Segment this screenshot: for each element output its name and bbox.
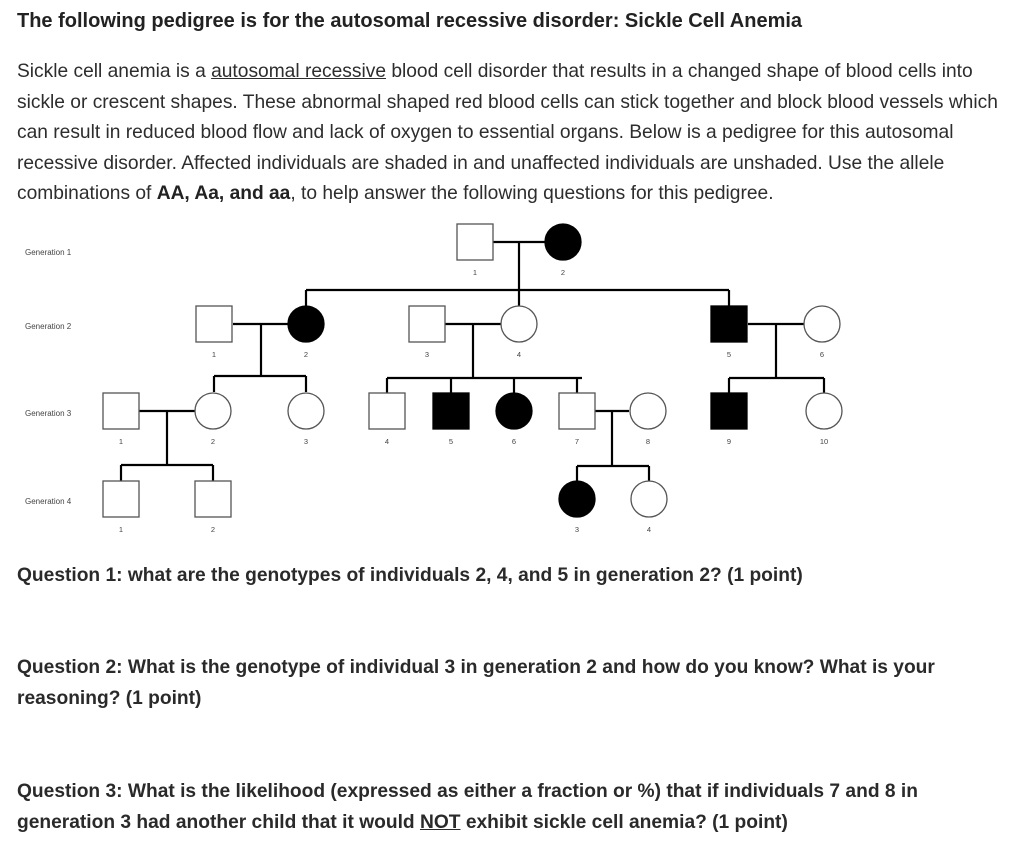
gen3-individual-1-square	[103, 393, 139, 429]
question-3-not: NOT	[419, 812, 461, 833]
question-3-text-2: exhibit sickle cell anemia? (1 point)	[460, 812, 788, 833]
gen2-individual-5-square	[711, 306, 747, 342]
gen3-individual-9-number: 9	[726, 437, 732, 446]
gen3-individual-5-number: 5	[448, 437, 454, 446]
gen3-individual-6-number: 6	[511, 437, 517, 446]
generation-2-label: Generation 2	[25, 322, 72, 331]
gen4-individual-1-number: 1	[118, 525, 124, 534]
gen2-individual-2-number: 2	[303, 350, 309, 359]
gen2-individual-6-number: 6	[819, 350, 825, 359]
question-1: Question 1: what are the genotypes of individuals 2, 4, and 5 in generation 2? (1 point)	[17, 565, 803, 586]
pedigree-lines	[118, 242, 824, 481]
generation-3-label: Generation 3	[25, 409, 72, 418]
gen2-individual-3-square	[409, 306, 445, 342]
question-3-text-1: Question 3: What is the likelihood (expressed as either a fraction or %) that if individuals 7 and 8 in generation 3 had another child that it would	[17, 781, 918, 833]
gen4-individual-1-square	[103, 481, 139, 517]
intro-text-1: Sickle cell anemia is a	[17, 61, 212, 82]
generation-1-label: Generation 1	[25, 248, 72, 257]
gen3-individual-7-number: 7	[574, 437, 580, 446]
gen2-individual-2-circle	[288, 306, 324, 342]
gen4-individual-4-number: 4	[646, 525, 652, 534]
gen3-individual-2-number: 2	[210, 437, 216, 446]
gen4-individual-3-circle	[559, 481, 595, 517]
gen3-individual-6-circle	[496, 393, 532, 429]
gen3-individual-10-number: 10	[819, 437, 829, 446]
gen3-individual-10-circle	[806, 393, 842, 429]
question-2: Question 2: What is the genotype of individual 3 in generation 2 and how do you know? What is your reasoning? (1 point)	[17, 657, 935, 709]
gen2-individual-6-circle	[804, 306, 840, 342]
gen1-individual-1-square	[457, 224, 493, 260]
gen3-individual-2-circle	[195, 393, 231, 429]
gen3-individual-4-square	[369, 393, 405, 429]
gen1-individual-2-number: 2	[560, 268, 566, 277]
gen2-individual-5-number: 5	[726, 350, 732, 359]
intro-text-2: blood cell disorder that results in a changed shape of blood cells into sickle or crescent shapes. These abnormal shaped red blood cells can stick together and block blood vessels which can result in reduced blood flow and lack of oxygen to essential organs. Below is a pedigree for this autosomal recessive disorder. Affected individuals are shaded in and unaffected individuals are unshaded. Use the allele combinations of	[17, 61, 998, 204]
gen3-individual-3-circle	[288, 393, 324, 429]
gen2-individual-3-number: 3	[424, 350, 430, 359]
gen3-individual-8-number: 8	[645, 437, 651, 446]
gen3-individual-3-number: 3	[303, 437, 309, 446]
gen4-individual-2-number: 2	[210, 525, 216, 534]
intro-text-3: , to help answer the following questions for this pedigree.	[290, 183, 774, 204]
gen2-individual-1-square	[196, 306, 232, 342]
gen3-individual-7-square	[559, 393, 595, 429]
autosomal-recessive-link[interactable]: autosomal recessive	[211, 61, 386, 82]
gen4-individual-4-circle	[631, 481, 667, 517]
gen2-individual-4-circle	[501, 306, 537, 342]
pedigree-diagram	[0, 210, 1024, 550]
gen2-individual-4-number: 4	[516, 350, 522, 359]
gen3-individual-8-circle	[630, 393, 666, 429]
generation-4-label: Generation 4	[25, 497, 72, 506]
gen4-individual-2-square	[195, 481, 231, 517]
gen1-individual-2-circle	[545, 224, 581, 260]
gen3-individual-5-square	[433, 393, 469, 429]
page-title: The following pedigree is for the autosomal recessive disorder: Sickle Cell Anemia	[17, 10, 803, 32]
question-3	[17, 776, 1007, 838]
gen1-individual-1-number: 1	[472, 268, 478, 277]
intro-paragraph	[17, 57, 1022, 210]
gen2-individual-1-number: 1	[211, 350, 217, 359]
gen3-individual-4-number: 4	[384, 437, 390, 446]
allele-combinations: AA, Aa, and aa	[156, 183, 291, 204]
gen4-individual-3-number: 3	[574, 525, 580, 534]
gen3-individual-9-square	[711, 393, 747, 429]
gen3-individual-1-number: 1	[118, 437, 124, 446]
